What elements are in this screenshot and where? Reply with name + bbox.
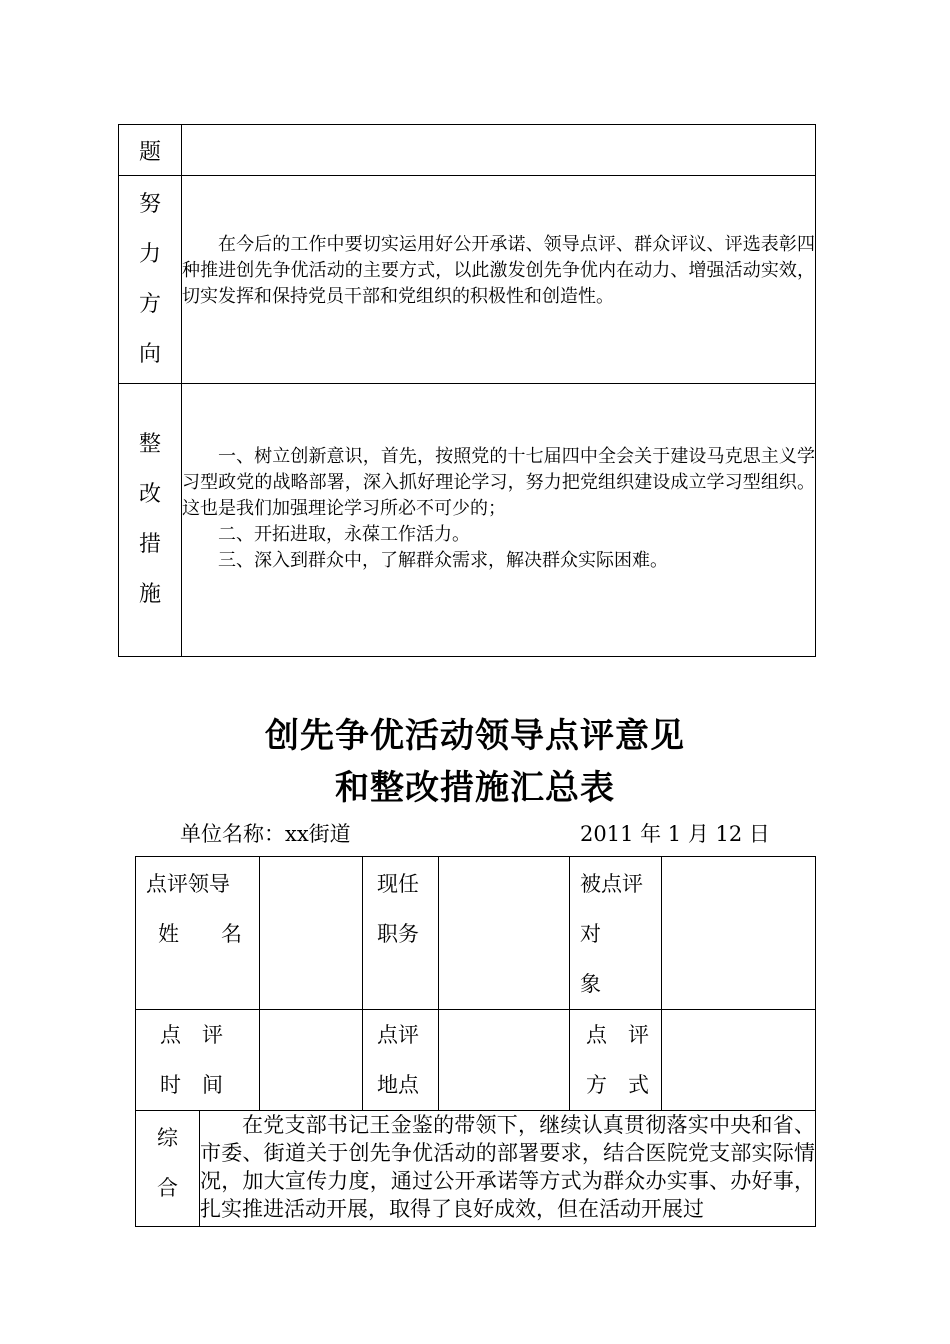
position-label: 现任 职务 [363,857,439,1010]
direction-text: 在今后的工作中要切实运用好公开承诺、领导点评、群众评议、评选表彰四种推进创先争优活动的主要方式，以此激发创先争优内在动力、增强活动实效，切实发挥和保持党员干部和党组织的积极性和创造性。 [182,176,816,384]
row-label-topic: 题 [119,125,182,176]
row-label-direction: 努 力 方 向 [119,176,182,384]
review-time-value [260,1010,363,1111]
review-time-label: 点 评 时 间 [136,1010,260,1111]
target-label: 被点评 对 象 [570,857,662,1010]
review-method-value [662,1010,816,1111]
row-label-measures: 整 改 措 施 [119,384,182,657]
document-title-line2: 和整改措施汇总表 [335,768,615,808]
report-date: 2011 年 1 月 12 日 [580,822,770,846]
measures-text: 一、树立创新意识，首先，按照党的十七届四中全会关于建设马克思主义学习型政党的战略部署，深入抓好理论学习，努力把党组织建设成立学习型组织。这也是我们加强理论学习所必不可少的； 二、开拓进取，永葆工作活力。 三、深入到群众中，了解群众需求，解决群众实际困难。 [182,384,816,657]
review-method-label: 点 评 方 式 [570,1010,662,1111]
leader-name-label: 点评领导 姓 名 [136,857,260,1010]
improvement-table [118,124,816,657]
target-value [662,857,816,1010]
review-place-value [439,1010,570,1111]
summary-table [135,856,816,1227]
unit-name: 单位名称：xx街道 [180,822,351,846]
position-value [439,857,570,1010]
summary-label: 综 合 [136,1111,200,1227]
leader-name-value [260,857,363,1010]
review-place-label: 点评 地点 [363,1010,439,1111]
document-title-line1: 创先争优活动领导点评意见 [265,716,685,756]
summary-text: 在党支部书记王金鉴的带领下，继续认真贯彻落实中央和省、市委、街道关于创先争优活动的部署要求，结合医院党支部实际情况，加大宣传力度，通过公开承诺等方式为群众办实事、办好事，扎实推进活动开展，取得了良好成效，但在活动开展过 [200,1111,816,1227]
topic-cell [182,125,816,176]
